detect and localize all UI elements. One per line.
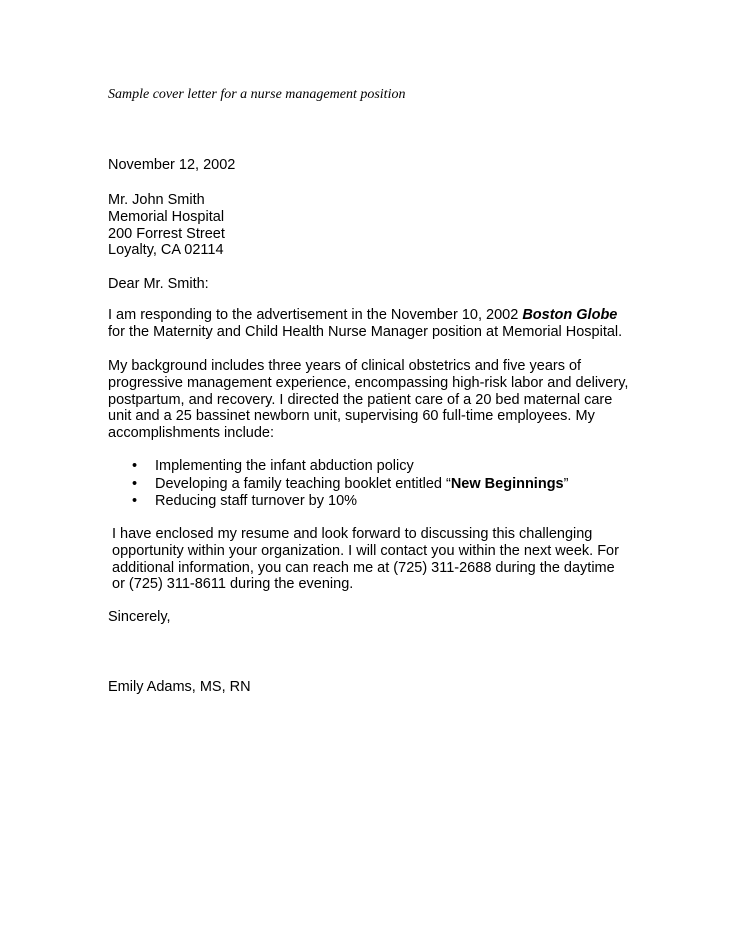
paragraph-2-line: unit and a 25 bassinet newborn unit, supervising 60 full-time employees. My	[108, 408, 595, 425]
paragraph-3-line: opportunity within your organization. I will contact you within the next week. For	[112, 542, 619, 559]
paragraph-2-line: accomplishments include:	[108, 425, 275, 442]
paragraph-3-line: I have enclosed my resume and look forward to discussing this challenging	[112, 526, 593, 542]
booklet-title: New Beginnings	[450, 475, 564, 492]
accomplishment-2	[155, 476, 568, 493]
salutation: Dear Mr. Smith:	[108, 276, 209, 292]
closing: Sincerely,	[108, 609, 171, 625]
recipient-city-state-zip: Loyalty, CA 02114	[108, 242, 224, 259]
paragraph-1-line-2: for the Maternity and Child Health Nurse Manager position at Memorial Hospital.	[108, 323, 623, 340]
accomplishment-3: Reducing staff turnover by 10%	[155, 493, 358, 510]
accomplishment-1: Implementing the infant abduction policy	[155, 458, 414, 474]
recipient-name: Mr. John Smith	[108, 192, 205, 208]
accomplishment-2-suffix: ”	[563, 475, 569, 492]
recipient-street: 200 Forrest Street	[108, 225, 225, 242]
bullet-icon: •	[132, 458, 138, 474]
recipient-organization: Memorial Hospital	[108, 208, 225, 225]
paragraph-2	[108, 358, 628, 442]
paragraph-1-line-1	[108, 307, 622, 324]
paragraph-3-line: or (725) 311-8611 during the evening.	[112, 576, 354, 593]
paragraph-3	[112, 526, 619, 593]
newspaper-name: Boston Globe	[522, 307, 618, 323]
paragraph-2-line: My background includes three years of clinical obstetrics and five years of	[108, 358, 582, 374]
bullet-icon: •	[132, 493, 138, 510]
recipient-address	[108, 192, 225, 259]
signature-name: Emily Adams, MS, RN	[108, 679, 251, 695]
paragraph-3-line: additional information, you can reach me at (725) 311-2688 during the daytime	[112, 559, 615, 576]
bullet-icon: •	[132, 475, 138, 492]
letter-date: November 12, 2002	[108, 157, 236, 173]
paragraph-1-line-1-text: I am responding to the advertisement in the November 10, 2002	[108, 307, 523, 323]
accomplishment-2-prefix: Developing a family teaching booklet entitled “	[155, 475, 451, 492]
paragraph-2-line: progressive management experience, encompassing high-risk labor and delivery,	[108, 374, 629, 391]
paragraph-2-line: postpartum, and recovery. I directed the patient care of a 20 bed maternal care	[108, 391, 613, 408]
paragraph-1	[108, 307, 622, 341]
document-caption: Sample cover letter for a nurse management position	[108, 87, 406, 102]
